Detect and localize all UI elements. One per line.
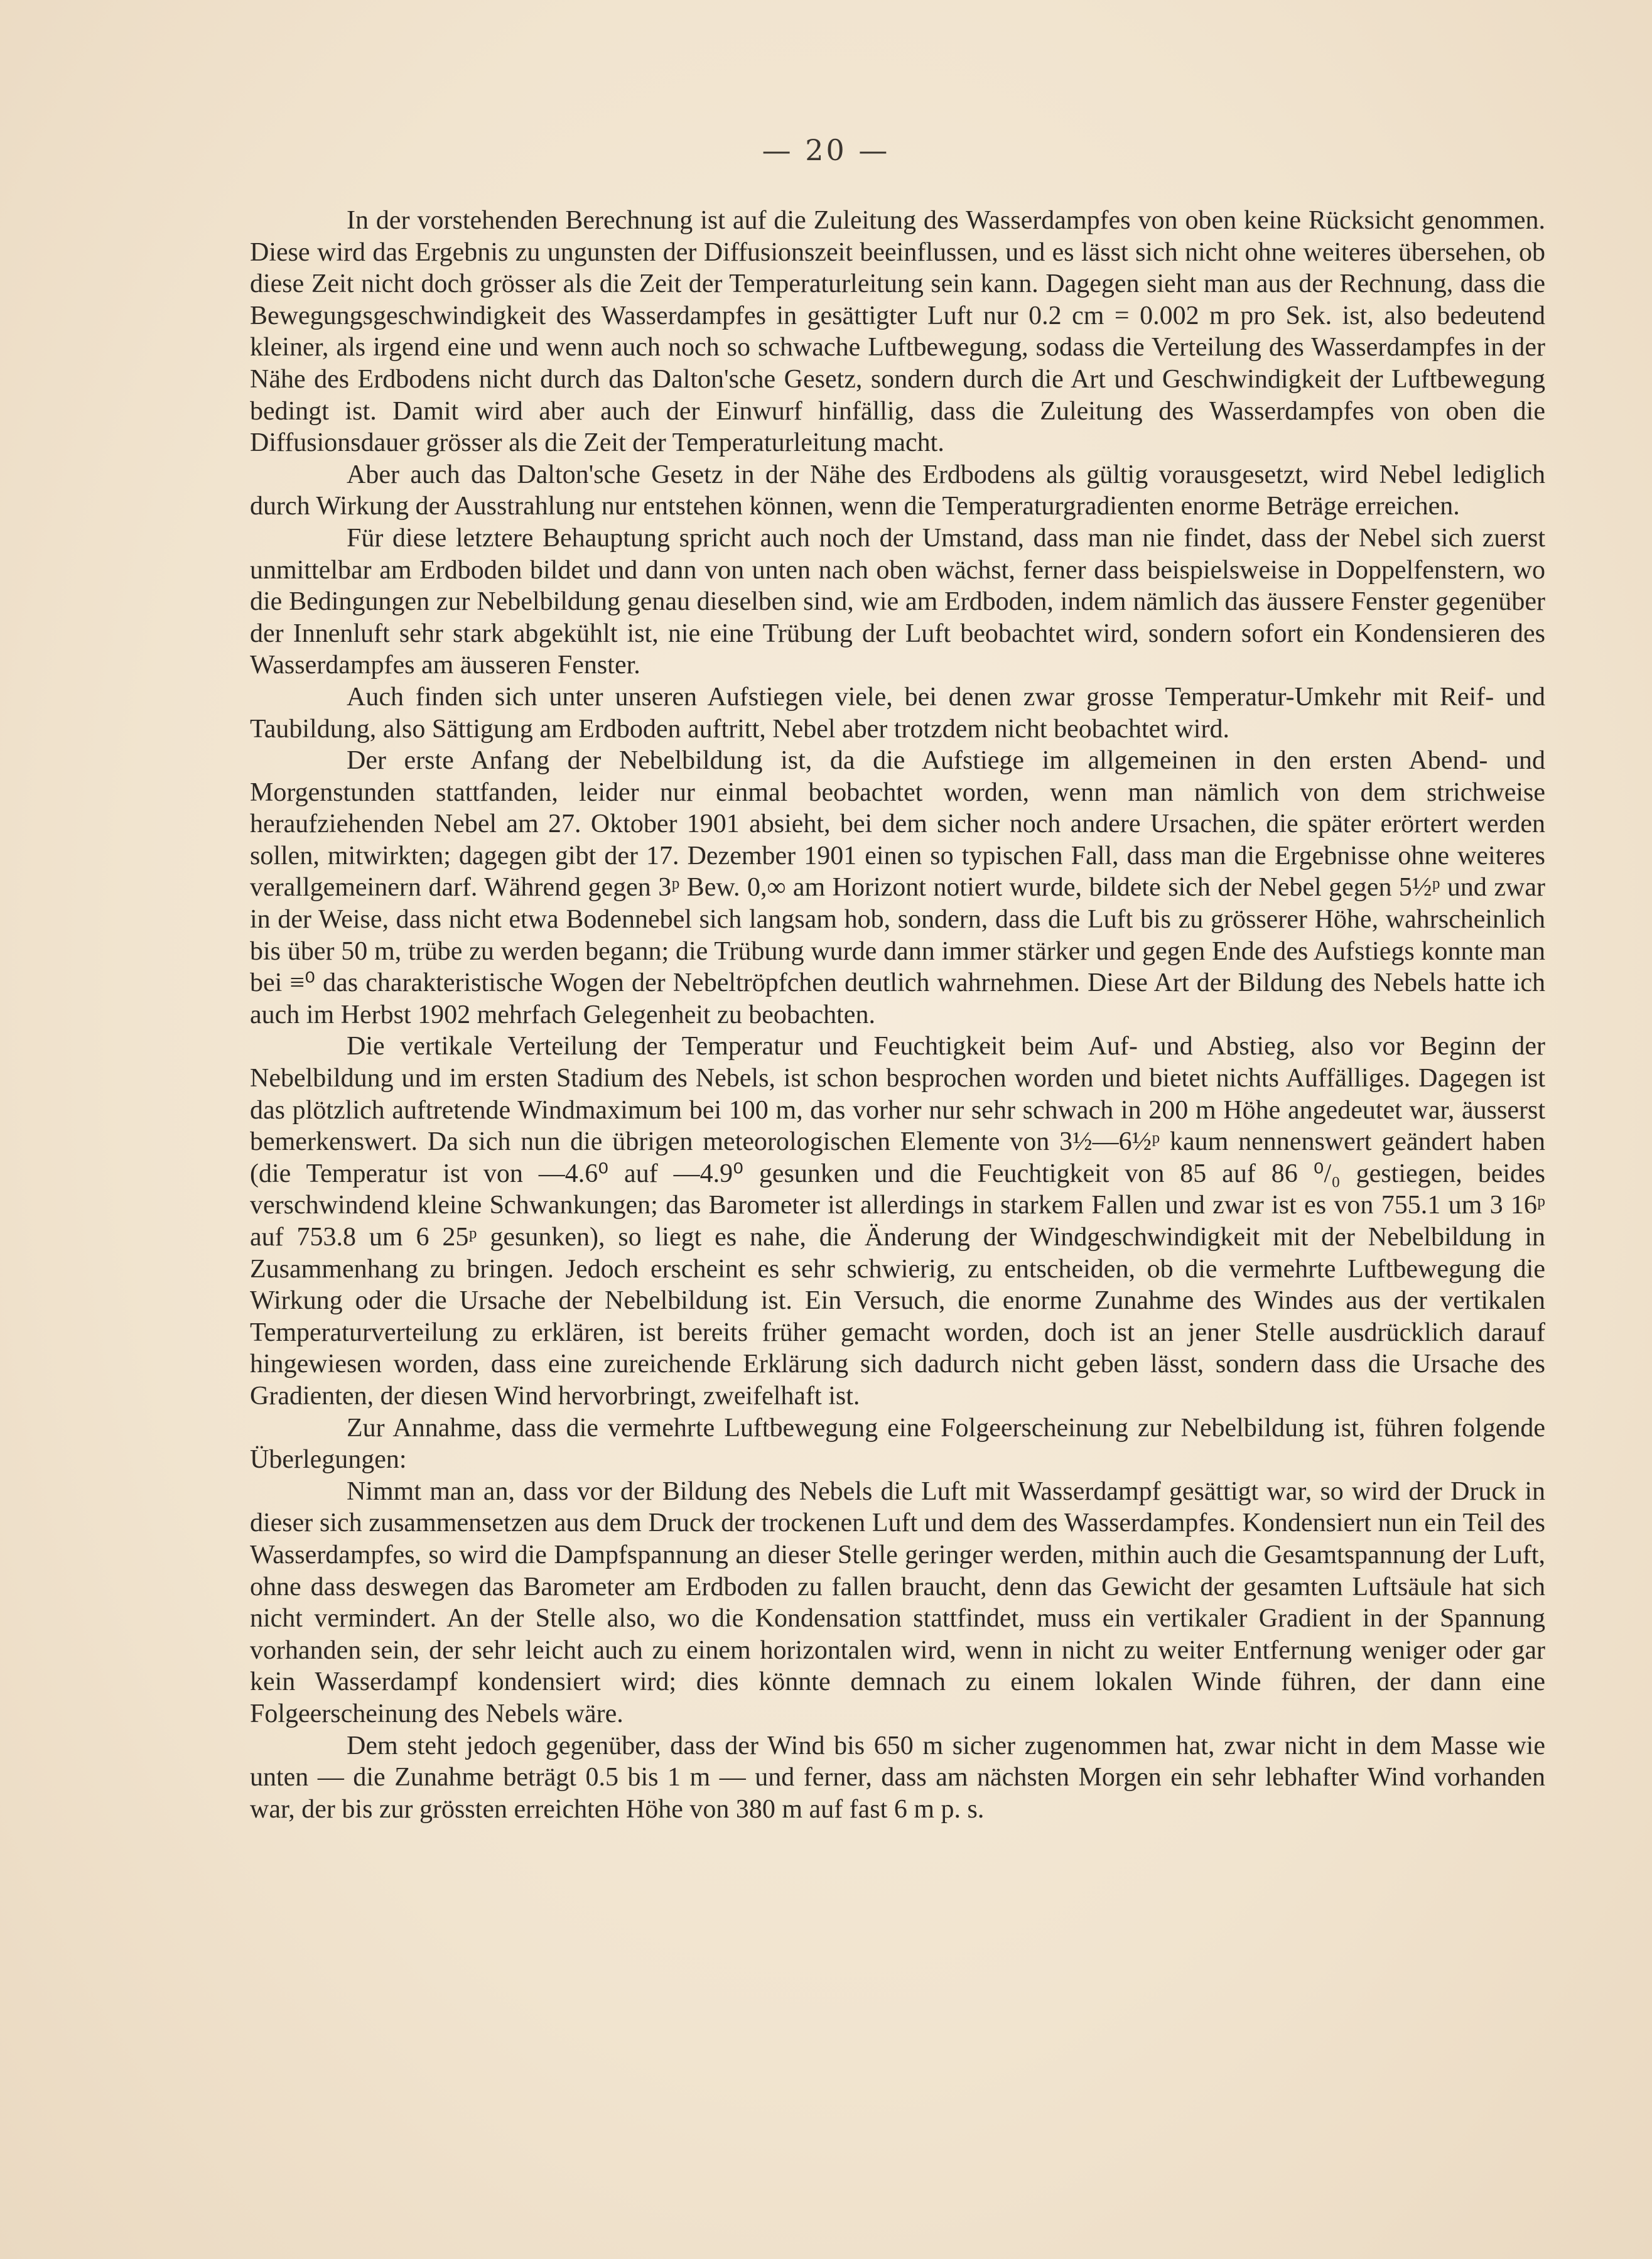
paragraph: Der erste Anfang der Nebelbildung ist, da die Aufstiege im allgemeinen in den ersten Abend- und Morgenstunden stattfanden, leider nur einmal beobachtet worden, wenn man nämlich von dem strichweise heraufziehenden Nebel am 27. Oktober 1901 absieht, bei dem sicher noch andere Ursachen, die später erörtert werden sollen, mitwirkten; dagegen gibt der 17. Dezember 1901 einen so typischen Fall, dass man die Ergebnisse ohne weiteres verallgemeinern darf. Während gegen 3ᵖ Bew. 0,∞ am Horizont notiert wurde, bildete sich der Nebel gegen 5½ᵖ und zwar in der Weise, dass nicht etwa Bodennebel sich langsam hob, sondern, dass die Luft bis zu grösserer Höhe, wahrscheinlich bis über 50 m, trübe zu werden begann; die Trübung wurde dann immer stärker und gegen Ende des Aufstiegs konnte man bei ≡⁰ das charakteristische Wogen der Nebeltröpfchen deutlich wahrnehmen. Diese Art der Bildung des Nebels hatte ich auch im Herbst 1902 mehrfach Gelegenheit zu beobachten. [250, 746, 1545, 1029]
paragraph: In der vorstehenden Berechnung ist auf die Zuleitung des Wasserdampfes von oben keine Rücksicht genommen. Diese wird das Ergebnis zu ungunsten der Diffusionszeit beeinflussen, und es lässt sich nicht ohne weiteres übersehen, ob diese Zeit nicht doch grösser als die Zeit der Temperaturleitung sein kann. Dagegen sieht man aus der Rechnung, dass die Bewegungsgeschwindigkeit des Wasserdampfes in gesättigter Luft nur 0.2 cm = 0.002 m pro Sek. ist, also bedeutend kleiner, als irgend eine und wenn auch noch so schwache Luftbewegung, sodass die Verteilung des Wasserdampfes in der Nähe des Erdbodens nicht durch das Dalton'sche Gesetz, sondern durch die Art und Geschwindigkeit der Luftbewegung bedingt ist. Damit wird aber auch der Einwurf hinfällig, dass die Zuleitung des Wasserdampfes von oben die Diffusionsdauer grösser als die Zeit der Temperaturleitung macht. [250, 206, 1545, 458]
paragraph: Aber auch das Dalton'sche Gesetz in der Nähe des Erdbodens als gültig vorausgesetzt, wird Nebel lediglich durch Wirkung der Ausstrahlung nur entstehen können, wenn die Temperaturgradienten enorme Beträge erreichen. [250, 460, 1545, 521]
paragraph: Nimmt man an, dass vor der Bildung des Nebels die Luft mit Wasserdampf gesättigt war, so wird der Druck in dieser sich zusammensetzen aus dem Druck der trockenen Luft und dem des Wasserdampfes. Kondensiert nun ein Teil des Wasserdampfes, so wird die Dampfspannung an dieser Stelle geringer werden, mithin auch die Gesamtspannung der Luft, ohne dass deswegen das Barometer am Erdboden zu fallen braucht, denn das Gewicht der gesamten Luftsäule hat sich nicht vermindert. An der Stelle also, wo die Kondensation stattfindet, muss ein vertikaler Gradient in der Spannung vorhanden sein, der sehr leicht auch zu einem horizontalen wird, wenn in nicht zu weiter Entfernung weniger oder gar kein Wasserdampf kondensiert wird; dies könnte demnach zu einem lokalen Winde führen, der dann eine Folgeerscheinung des Nebels wäre. [250, 1476, 1545, 1728]
paragraph: Für diese letztere Behauptung spricht auch noch der Umstand, dass man nie findet, dass der Nebel sich zuerst unmittelbar am Erdboden bildet und dann von unten nach oben wächst, ferner dass beispielsweise in Doppelfenstern, wo die Bedingungen zur Nebelbildung genau dieselben sind, wie am Erdboden, indem nämlich das äussere Fenster gegenüber der Innenluft sehr stark abgekühlt ist, nie eine Trübung der Luft beobachtet wird, sondern sofort ein Kondensieren des Wasserdampfes am äusseren Fenster. [250, 523, 1545, 680]
paragraph: Zur Annahme, dass die vermehrte Luftbewegung eine Folgeerscheinung zur Nebelbildung ist, führen folgende Überlegungen: [250, 1413, 1545, 1475]
page-number: — 20 — [762, 133, 890, 167]
paragraph: Auch finden sich unter unseren Aufstiegen viele, bei denen zwar grosse Temperatur-Umkehr mit Reif- und Taubildung, also Sättigung am Erdboden auftritt, Nebel aber trotzdem nicht beobachtet wird. [250, 682, 1545, 744]
paragraph: Die vertikale Verteilung der Temperatur und Feuchtigkeit beim Auf- und Abstieg, also vor Beginn der Nebelbildung und im ersten Stadium des Nebels, ist schon besprochen worden und bietet nichts Auffälliges. Dagegen ist das plötzlich auftretende Windmaximum bei 100 m, das vorher nur sehr schwach in 200 m Höhe angedeutet war, äusserst bemerkenswert. Da sich nun die übrigen meteorologischen Elemente von 3½—6½ᵖ kaum nennenswert geändert haben (die Temperatur ist von —4.6⁰ auf —4.9⁰ gesunken und die Feuchtigkeit von 85 auf 86 ⁰/₀ gestiegen, beides verschwindend kleine Schwankungen; das Barometer ist allerdings in starkem Fallen und zwar ist es von 755.1 um 3 16ᵖ auf 753.8 um 6 25ᵖ gesunken), so liegt es nahe, die Änderung der Windgeschwindigkeit mit der Nebelbildung in Zusammenhang zu bringen. Jedoch erscheint es sehr schwierig, zu entscheiden, ob die vermehrte Luftbewegung die Wirkung oder die Ursache der Nebelbildung ist. Ein Versuch, die enorme Zunahme des Windes aus der vertikalen Temperaturverteilung zu erklären, ist bereits früher gemacht worden, doch ist an jener Stelle ausdrücklich darauf hingewiesen worden, dass eine zureichende Erklärung sich dadurch nicht geben lässt, sondern dass die Ursache des Gradienten, der diesen Wind hervorbringt, zweifelhaft ist. [250, 1032, 1545, 1411]
paragraph: Dem steht jedoch gegenüber, dass der Wind bis 650 m sicher zugenommen hat, zwar nicht in dem Masse wie unten — die Zunahme beträgt 0.5 bis 1 m — und ferner, dass am nächsten Morgen ein sehr lebhafter Wind vorhanden war, der bis zur grössten erreichten Höhe von 380 m auf fast 6 m p. s. [250, 1731, 1545, 1824]
text-body [250, 205, 1545, 1825]
